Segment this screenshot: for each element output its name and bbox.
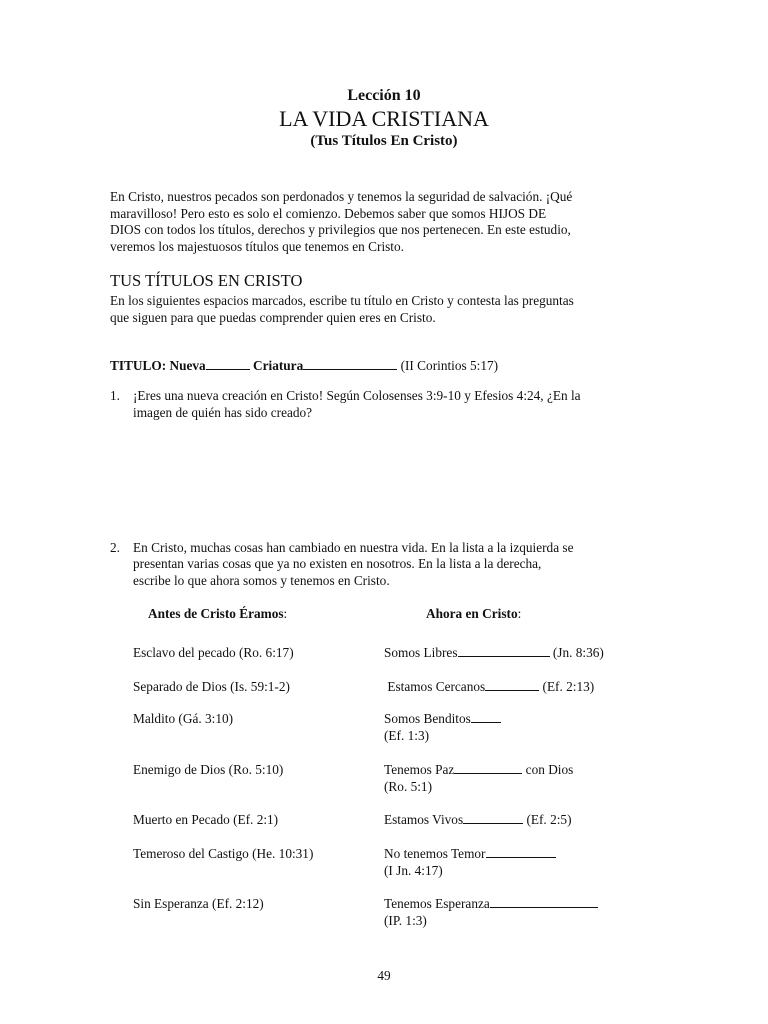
before-item: Muerto en Pecado (Ef. 2:1) [133,812,279,827]
question-line: presentan varias cosas que ya no existen en nosotros. En la lista a la derecha, [133,556,542,571]
answer-blank[interactable] [471,710,501,723]
question-number: 2. [110,540,120,555]
titulo-word-1: Nueva [169,358,206,373]
lesson-label: Lección 10 [347,87,421,104]
now-item: Somos Libres (Jn. 8:36) [384,645,604,660]
titulo-reference: (II Corintios 5:17) [400,358,499,373]
before-item: Sin Esperanza (Ef. 2:12) [133,896,264,911]
titulo-line [110,357,498,374]
intro-line: DIOS con todos los títulos, derechos y privilegios que nos pertenecen. En este estudio, [110,222,571,237]
titulo-blank-2[interactable] [303,357,397,370]
now-item-reference: (Ro. 5:1) [384,779,433,794]
section-heading: TUS TÍTULOS EN CRISTO [110,271,303,290]
titulo-label: TITULO: [110,358,167,373]
before-item: Maldito (Gá. 3:10) [133,711,234,726]
question-number: 1. [110,388,120,403]
section-line: que siguen para que puedas comprender quien eres en Cristo. [110,310,436,325]
answer-blank[interactable] [485,678,539,691]
answer-blank[interactable] [458,644,550,657]
section-line: En los siguientes espacios marcados, escribe tu título en Cristo y contesta las preguntas [110,293,574,308]
question-line: escribe lo que ahora somos y tenemos en Cristo. [133,573,390,588]
before-item: Temeroso del Castigo (He. 10:31) [133,846,314,861]
left-column-header: Antes de Cristo Éramos: [148,606,288,621]
answer-blank[interactable] [486,845,556,858]
intro-line: En Cristo, nuestros pecados son perdonados y tenemos la seguridad de salvación. ¡Qué [110,189,573,204]
now-item: Estamos Vivos (Ef. 2:5) [384,812,572,827]
now-item-reference: (I Jn. 4:17) [384,863,443,878]
page-title: LA VIDA CRISTIANA [279,106,489,131]
question-line: ¡Eres una nueva creación en Cristo! Según Colosenses 3:9-10 y Efesios 4:24, ¿En la [133,388,581,403]
page-subtitle: (Tus Títulos En Cristo) [310,133,458,149]
now-item: No tenemos Temor [384,845,556,862]
answer-blank[interactable] [454,761,522,774]
right-column-header: Ahora en Cristo: [426,606,522,621]
now-item: Estamos Cercanos (Ef. 2:13) [384,679,595,694]
before-item: Separado de Dios (Is. 59:1-2) [133,679,290,694]
page-number: 49 [377,968,391,983]
question-line: imagen de quién has sido creado? [133,405,313,420]
now-item: Tenemos Paz con Dios [384,762,574,777]
titulo-word-2: Criatura [253,358,304,373]
titulo-blank-1[interactable] [206,357,250,370]
now-item: Somos Benditos [384,710,501,727]
answer-blank[interactable] [463,811,523,824]
answer-blank[interactable] [490,895,598,908]
before-item: Enemigo de Dios (Ro. 5:10) [133,762,284,777]
now-item-reference: (IP. 1:3) [384,913,427,928]
intro-line: veremos los majestuosos títulos que tenemos en Cristo. [110,239,404,254]
before-item: Esclavo del pecado (Ro. 6:17) [133,645,294,660]
intro-line: maravilloso! Pero esto es solo el comienzo. Debemos saber que somos HIJOS DE [110,206,547,221]
question-line: En Cristo, muchas cosas han cambiado en nuestra vida. En la lista a la izquierda se [133,540,574,555]
now-item: Tenemos Esperanza [384,895,598,912]
now-item-reference: (Ef. 1:3) [384,728,430,743]
